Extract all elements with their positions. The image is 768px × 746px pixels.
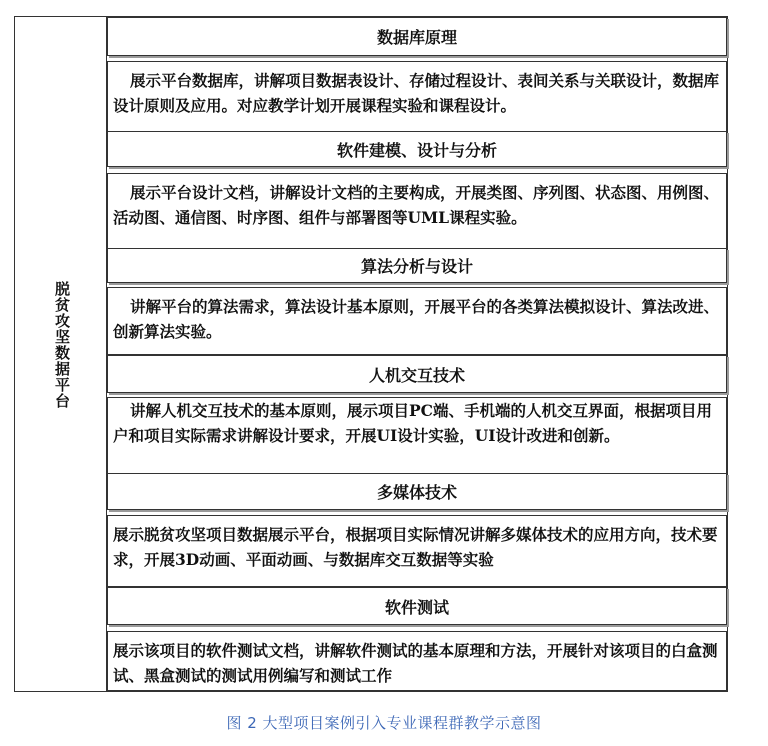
course-sections (107, 17, 727, 691)
section-body-algorithm: 讲解平台的算法需求，算法设计基本原则，开展平台的各类算法模拟设计、算法改进、创新算法实验。 (107, 287, 727, 355)
section-body-hci: 讲解人机交互技术的基本原则，展示项目PC端、手机端的人机交互界面，根据项目用户和项目实际需求讲解设计要求，开展UI设计实验，UI设计改进和创新。 (107, 397, 727, 485)
platform-label: 脱贫攻坚数据平台 (53, 281, 71, 409)
platform-column (15, 17, 107, 691)
section-heading-multimedia: 多媒体技术 (107, 473, 727, 510)
section-heading-database: 数据库原理 (107, 17, 727, 56)
figure-frame (14, 16, 728, 692)
figure-caption: 图 2 大型项目案例引入专业课程群教学示意图 (226, 714, 542, 732)
section-heading-testing: 软件测试 (107, 587, 727, 625)
section-heading-hci: 人机交互技术 (107, 355, 727, 393)
section-body-database: 展示平台数据库，讲解项目数据表设计、存储过程设计、表间关系与关联设计，数据库设计原则及应用。对应教学计划开展课程实验和课程设计。 (107, 61, 727, 139)
section-heading-algorithm: 算法分析与设计 (107, 248, 727, 283)
section-body-multimedia: 展示脱贫攻坚项目数据展示平台，根据项目实际情况讲解多媒体技术的应用方向，技术要求，开展3D动画、平面动画、与数据库交互数据等实验 (107, 515, 727, 587)
section-body-testing: 展示该项目的软件测试文档，讲解软件测试的基本原理和方法，开展针对该项目的白盒测试、黑盒测试的测试用例编写和测试工作 (107, 631, 727, 691)
section-heading-modeling: 软件建模、设计与分析 (107, 131, 727, 167)
section-body-modeling: 展示平台设计文档，讲解设计文档的主要构成，开展类图、序列图、状态图、用例图、活动图、通信图、时序图、组件与部署图等UML课程实验。 (107, 173, 727, 255)
